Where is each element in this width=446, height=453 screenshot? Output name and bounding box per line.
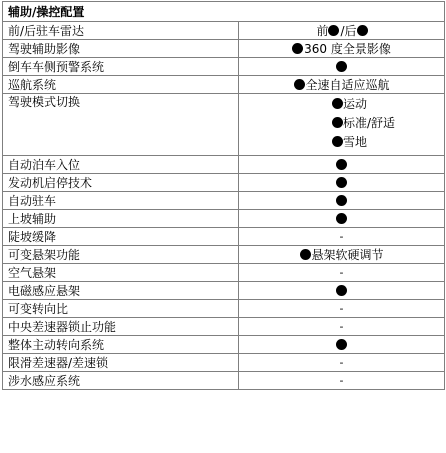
mode-list bbox=[244, 94, 439, 152]
spec-value-text: 360 度全景影像 bbox=[304, 41, 391, 56]
spec-row bbox=[3, 40, 445, 58]
not-available-dash: - bbox=[339, 374, 344, 387]
spec-row bbox=[3, 264, 445, 282]
spec-value bbox=[239, 192, 445, 210]
spec-value bbox=[239, 22, 445, 40]
spec-value bbox=[239, 174, 445, 192]
spec-value-text: 悬架软硬调节 bbox=[311, 247, 384, 262]
spec-label: 倒车车侧预警系统 bbox=[3, 58, 239, 76]
not-available-dash: - bbox=[339, 356, 344, 369]
spec-table-body bbox=[3, 2, 445, 390]
not-available-dash: - bbox=[339, 266, 344, 279]
spec-label: 涉水感应系统 bbox=[3, 372, 239, 390]
spec-value bbox=[239, 58, 445, 76]
spec-value bbox=[239, 94, 445, 156]
spec-label: 前/后驻车雷达 bbox=[3, 22, 239, 40]
mode-item bbox=[332, 114, 439, 133]
spec-label: 可变转向比 bbox=[3, 300, 239, 318]
standard-equipment-dot-icon bbox=[336, 177, 347, 188]
spec-row bbox=[3, 210, 445, 228]
spec-table bbox=[2, 1, 445, 390]
spec-label: 电磁感应悬架 bbox=[3, 282, 239, 300]
standard-equipment-dot-icon bbox=[336, 285, 347, 296]
spec-row bbox=[3, 246, 445, 264]
section-header-row bbox=[3, 2, 445, 22]
spec-row bbox=[3, 94, 445, 156]
standard-equipment-dot-icon bbox=[336, 159, 347, 170]
spec-row bbox=[3, 282, 445, 300]
mode-item bbox=[332, 133, 439, 152]
spec-value bbox=[239, 282, 445, 300]
standard-equipment-dot-icon bbox=[294, 79, 305, 90]
spec-row bbox=[3, 174, 445, 192]
spec-value bbox=[239, 354, 445, 372]
spec-row bbox=[3, 58, 445, 76]
spec-value bbox=[239, 210, 445, 228]
standard-equipment-dot-icon bbox=[357, 25, 368, 36]
spec-value bbox=[239, 40, 445, 58]
not-available-dash: - bbox=[339, 302, 344, 315]
standard-equipment-dot-icon bbox=[336, 213, 347, 224]
spec-row bbox=[3, 354, 445, 372]
not-available-dash: - bbox=[339, 320, 344, 333]
standard-equipment-dot-icon bbox=[292, 43, 303, 54]
spec-value bbox=[239, 318, 445, 336]
spec-label: 限滑差速器/差速锁 bbox=[3, 354, 239, 372]
spec-label: 空气悬架 bbox=[3, 264, 239, 282]
spec-label: 整体主动转向系统 bbox=[3, 336, 239, 354]
spec-row bbox=[3, 300, 445, 318]
spec-row bbox=[3, 22, 445, 40]
spec-value bbox=[239, 76, 445, 94]
spec-value bbox=[239, 372, 445, 390]
spec-label: 中央差速器锁止功能 bbox=[3, 318, 239, 336]
standard-equipment-dot-icon bbox=[336, 61, 347, 72]
section-title: 辅助/操控配置 bbox=[3, 2, 445, 22]
spec-row bbox=[3, 192, 445, 210]
spec-value-text: 前 bbox=[316, 23, 329, 38]
standard-equipment-dot-icon bbox=[336, 195, 347, 206]
standard-equipment-dot-icon bbox=[332, 98, 343, 109]
spec-row bbox=[3, 336, 445, 354]
spec-row bbox=[3, 228, 445, 246]
mode-item bbox=[332, 95, 439, 114]
not-available-dash: - bbox=[339, 230, 344, 243]
spec-value bbox=[239, 300, 445, 318]
spec-row bbox=[3, 156, 445, 174]
spec-value-text: /后 bbox=[340, 23, 357, 38]
standard-equipment-dot-icon bbox=[332, 117, 343, 128]
spec-value bbox=[239, 156, 445, 174]
spec-value bbox=[239, 264, 445, 282]
spec-value bbox=[239, 228, 445, 246]
spec-label: 自动驻车 bbox=[3, 192, 239, 210]
standard-equipment-dot-icon bbox=[328, 25, 339, 36]
standard-equipment-dot-icon bbox=[336, 339, 347, 350]
spec-label: 可变悬架功能 bbox=[3, 246, 239, 264]
spec-label: 发动机启停技术 bbox=[3, 174, 239, 192]
spec-label: 巡航系统 bbox=[3, 76, 239, 94]
spec-label: 自动泊车入位 bbox=[3, 156, 239, 174]
spec-value-text: 全速自适应巡航 bbox=[305, 77, 390, 92]
spec-label: 驾驶模式切换 bbox=[3, 94, 239, 156]
spec-label: 驾驶辅助影像 bbox=[3, 40, 239, 58]
standard-equipment-dot-icon bbox=[300, 249, 311, 260]
mode-label: 雪地 bbox=[343, 135, 368, 149]
mode-label: 标准/舒适 bbox=[343, 116, 396, 130]
spec-row bbox=[3, 318, 445, 336]
spec-value bbox=[239, 336, 445, 354]
spec-label: 陡坡缓降 bbox=[3, 228, 239, 246]
standard-equipment-dot-icon bbox=[332, 136, 343, 147]
spec-label: 上坡辅助 bbox=[3, 210, 239, 228]
spec-value bbox=[239, 246, 445, 264]
spec-row bbox=[3, 76, 445, 94]
mode-label: 运动 bbox=[343, 97, 368, 111]
spec-row bbox=[3, 372, 445, 390]
